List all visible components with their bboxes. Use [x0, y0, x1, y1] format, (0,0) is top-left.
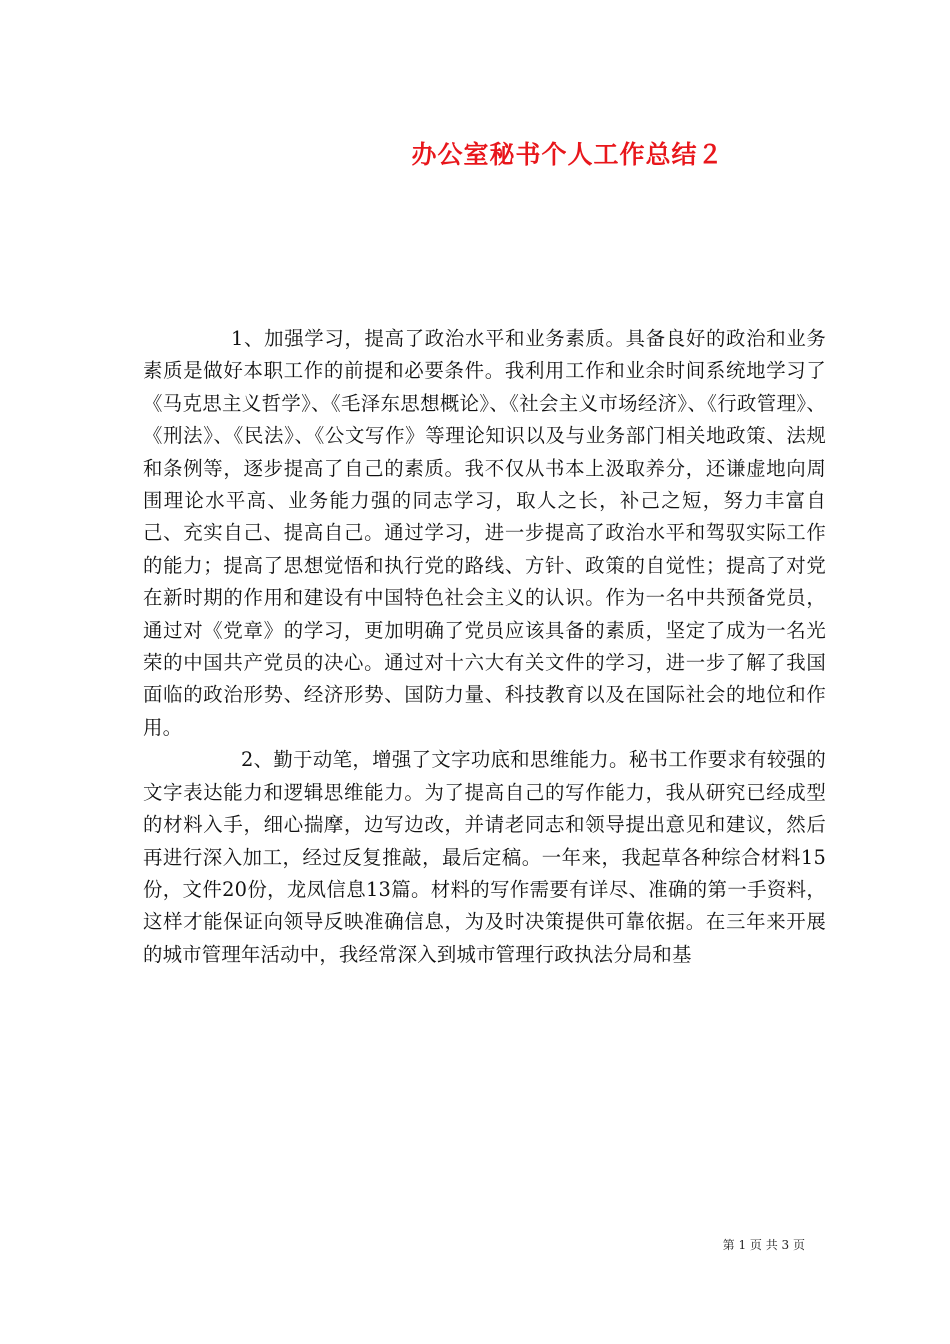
paragraph-1: 1、加强学习，提高了政治水平和业务素质。具备良好的政治和业务素质是做好本职工作的前提和必要条件。我利用工作和业余时间系统地学习了《马克思主义哲学》、《毛泽东思想概论》、《社会主义市场经济》、《行政管理》、《刑法》、《民法》、《公文写作》等理论知识以及与业务部门相关地政策、法规和条例等，逐步提高了自己的素质。我不仅从书本上汲取养分，还谦虚地向周围理论水平高、业务能力强的同志学习，取人之长，补己之短，努力丰富自己、充实自己、提高自己。通过学习，进一步提高了政治水平和驾驭实际工作的能力；提高了思想觉悟和执行党的路线、方针、政策的自觉性；提高了对党在新时期的作用和建设有中国特色社会主义的认识。作为一名中共预备党员，通过对《党章》的学习，更加明确了党员应该具备的素质，坚定了成为一名光荣的中国共产党员的决心。通过对十六大有关文件的学习，进一步了解了我国面临的政治形势、经济形势、国防力量、科技教育以及在国际社会的地位和作用。	[143, 327, 826, 739]
document-body	[143, 323, 826, 971]
paragraph-2: 2、勤于动笔，增强了文字功底和思维能力。秘书工作要求有较强的文字表达能力和逻辑思维能力。为了提高自己的写作能力，我从研究已经成型的材料入手，细心揣摩，边写边改，并请老同志和领导提出意见和建议，然后再进行深入加工，经过反复推敲，最后定稿。一年来，我起草各种综合材料15份，文件20份，龙凤信息13篇。材料的写作需要有详尽、准确的第一手资料，这样才能保证向领导反映准确信息，为及时决策提供可靠依据。在三年来开展的城市管理年活动中，我经常深入到城市管理行政执法分局和基	[143, 748, 826, 966]
page-number-footer: 第 1 页 共 3 页	[722, 1238, 805, 1252]
document-title: 办公室秘书个人工作总结２	[411, 140, 724, 169]
